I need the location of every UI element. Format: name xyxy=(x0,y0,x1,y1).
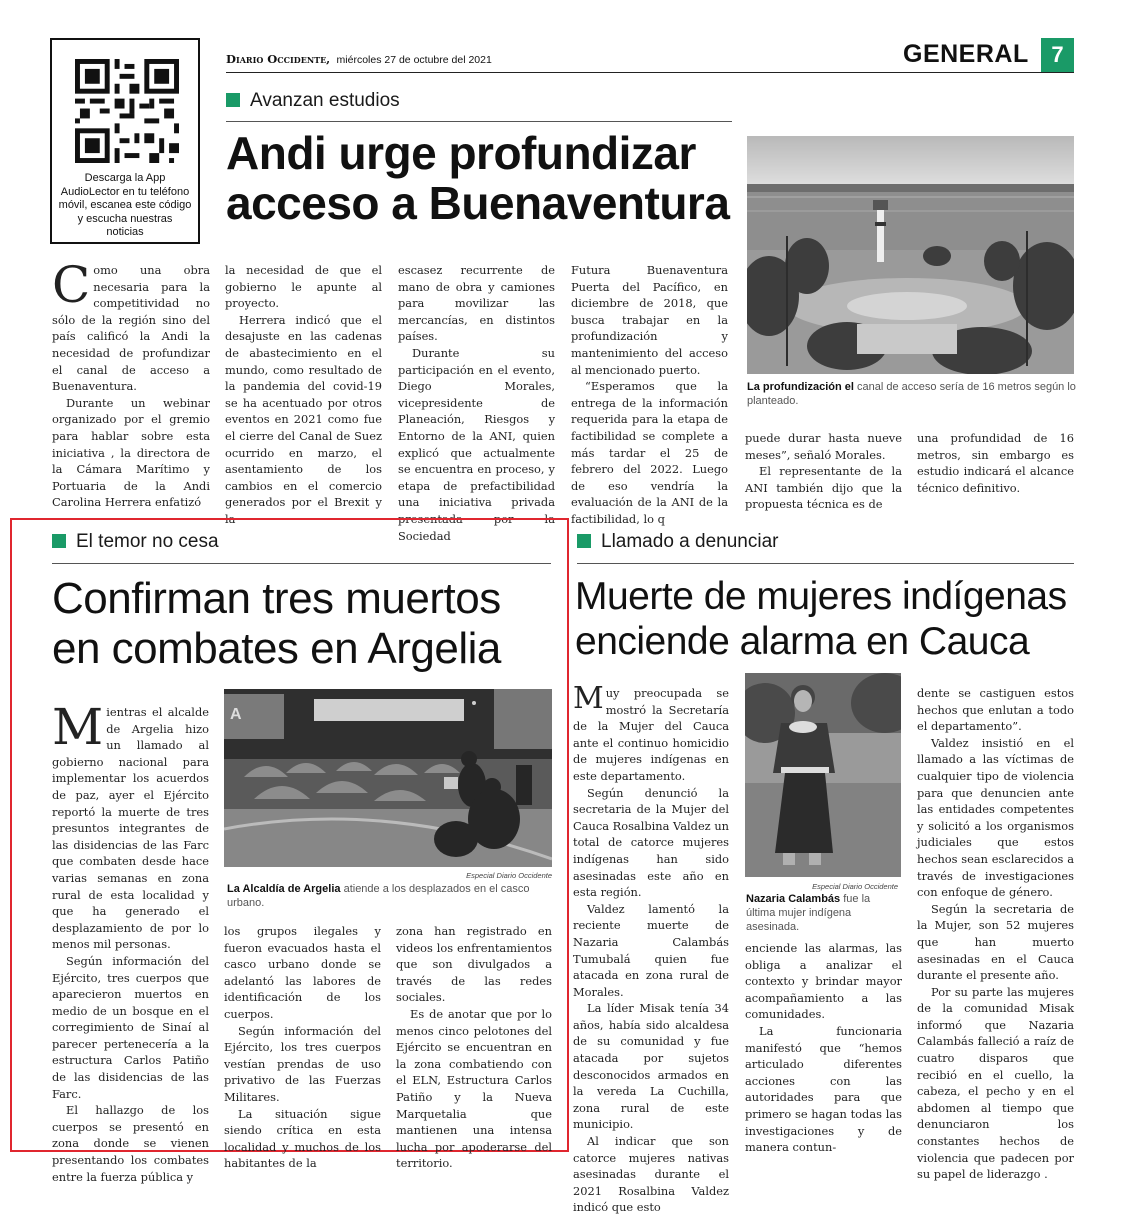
section-name: GENERAL xyxy=(903,40,1029,68)
article1-column-4: Futura Buenaventura Puerta del Pacífico, en diciembre de 2018, que busca trabajar en la profundización y mantenimiento del acceso al mencionado puerto. “Esperamos que la entrega de la información requerida para la etapa de factibilidad se complete a más tardar el 25 de febrero del 2022. Luego de eso vendría la evaluación de la ANI de la factibilidad, lo q xyxy=(571,263,728,526)
argelia-shelter-photo xyxy=(224,689,552,867)
article2-column-2: los grupos ilegales y fueron evacuados hasta el casco urbano donde se adelantó las labores de identificación de los cuerpos. Según información del Ejército, los tres cuerpos vestían prendas de uso privativo de las Fuerzas Militares. La situación sigue siendo crítica en esta localidad y muchos de los habitantes de la xyxy=(224,924,381,1171)
article3-headline: Muerte de mujeres indígenas enciende alarma en Cauca xyxy=(575,575,1067,663)
qr-promo-box xyxy=(50,38,200,244)
article2-column-3: zona han registrado en videos los enfrentamientos que son divulgados a través de las redes sociales. Es de anotar que por lo menos cinco pelotones del Ejército se encuentran en la zona combatiendo con el ELN, Estructura Carlos Patiño y la Nueva Marquetalia que mantienen una intensa lucha por apoderarse del territorio. xyxy=(396,924,552,1171)
article3-column-2: enciende las alarmas, las obliga a analizar el contexto y brindar mayor acompañamiento a las comunidades. La funcionaria manifestó que “hemos articulado diferentes acciones con las autoridades para que primero se hagan todas las investigaciones y de manera contun- xyxy=(745,941,902,1155)
article1-kicker-rule xyxy=(226,121,732,122)
dropcap-letter: C xyxy=(52,256,91,314)
masthead-line xyxy=(226,52,492,66)
page-number: 7 xyxy=(1041,38,1074,73)
kicker-square-icon xyxy=(52,534,66,548)
issue-date: miércoles 27 de octubre del 2021 xyxy=(336,54,492,66)
article1-kicker: Avanzan estudios xyxy=(226,90,400,112)
kicker-square-icon xyxy=(577,534,591,548)
article1-column-3: escasez recurrente de mano de obra y camiones para movilizar las mercancías, en distintos países. Durante su participación en el evento, Diego Morales, vicepresidente de Planeación, Riesgos y Entorno de la ANI, quien explicó que actualmente se encuentra en proceso, y etapa de prefactibilidad una iniciativa privada presentada por la Sociedad xyxy=(398,263,555,543)
article1-column-2: la necesidad de que el gobierno le apunte al proyecto. Herrera indicó que el desajuste en las cadenas de abastecimiento en el mundo, como resultado de la pandemia del covid-19 se ha acentuado por otros eventos en 2021 como fue el cierre del Canal de Suez ocurrido en marzo, el asentamiento de los cambios en el comercio generados por el Brexit y la xyxy=(225,263,382,526)
dropcap-letter: M xyxy=(52,698,104,756)
article2-photo-caption: La Alcaldía de Argelia atiende a los desplazados en el casco urbano. xyxy=(227,883,530,909)
article2-headline: Confirman tres muertos en combates en Argelia xyxy=(52,574,501,673)
header-rule xyxy=(226,72,1074,73)
article1-photo-caption: La profundización el canal de acceso sería de 16 metros según lo planteado. xyxy=(747,381,1076,407)
article3-column-1: Muy preocupada se mostró la Secretaría de la Mujer del Cauca ante el continuo homicidio de mujeres indígenas en este departamento. Según denunció la secretaria de la Mujer del Cauca Rosalbina Valdez un total de catorce mujeres indígenas han sido asesinadas este año en esta región. Valdez lamentó la reciente muerte de Nazaria Calambás Tumubalá quien fue atacada en zona rural de Morales. La líder Misak tenía 34 años, había sido alcaldesa de su comunidad y fue atacada por sujetos desconocidos armados en la vereda La Cuchilla, zona rural de este municipio. Al indicar que son catorce mujeres nativas asesinadas durante el 2021 Rosalbina Valdez indicó que esto xyxy=(573,681,729,1215)
article1-column-6: una profundidad de 16 metros, sin embargo es estudio indicará el alcance técnico definitivo. xyxy=(917,431,1074,495)
article2-photo-credit: Especial Diario Occidente xyxy=(466,871,552,880)
paper-name: Diario Occidente, xyxy=(226,52,331,66)
article2-column-1: Mientras el alcalde de Argelia hizo un llamado al gobierno nacional para implementar los acuerdos de paz, ayer el Ejército reportó la muerte de tres presuntos integrantes de las disidencias de las Farc que combaten desde hace varias semanas en zona rural de esta localidad y que ha generado el desplazamiento de por lo menos mil personas. Según información del Ejército, tres cuerpos que aparecieron muertos en medio de un bosque en el corregimiento de Sinaí al parecer pertenecería a la estructura Carlos Patiño de las disidencias de las Farc. El hallazgo de los cuerpos se presentó en zona donde se vienen presentando los combates entre la fuerza pública y xyxy=(52,698,209,1184)
svg-text:A: A xyxy=(230,706,242,723)
article1-column-5: puede durar hasta nueve meses”, señaló Morales. El representante de la ANI también dijo que la propuesta técnica es de xyxy=(745,431,902,512)
article3-column-3: dente se castiguen estos hechos que enlutan a todo el departamento”. Valdez insistió en el llamado a las víctimas de cualquier tipo de violencia para que denuncien ante las entidades competentes y solicitó a los organismos judiciales que estos hechos sean esclarecidos a través de investigaciones con enfoque de género. Según la secretaria de la Mujer, son 52 mujeres que han muerto asesinadas en el Cauca durante el presente año. Por su parte las mujeres de la comunidad Misak informó que Nazaria Calambás falleció a raíz de cuatro disparos que recibió en el cuello, la cabeza, el pecho y en el abdomen al tiempo que denunciaron los constantes hechos de violencia que padecen por su papel de liderazgo . xyxy=(917,686,1074,1182)
kicker-square-icon xyxy=(226,93,240,107)
buenaventura-harbor-photo xyxy=(747,136,1074,374)
nazaria-portrait-photo xyxy=(745,673,901,877)
qr-code-image xyxy=(75,58,179,164)
article3-kicker-rule xyxy=(577,563,1074,564)
article1-column-1: Como una obra necesaria para la competitividad no sólo de la región sino del país calificó la Andi la necesidad de profundizar el canal de acceso a Buenaventura. Durante un webinar organizado por el gremio para hablar sobre esta iniciativa , la directora de la Cámara Marítimo y Portuaria de la Andi Carolina Herrera enfatizó xyxy=(52,256,210,510)
dropcap-letter: M xyxy=(573,681,604,716)
article1-headline: Andi urge profundizar acceso a Buenaventura xyxy=(226,127,730,229)
article3-photo-credit: Especial Diario Occidente xyxy=(812,882,898,891)
qr-caption: Descarga la App AudioLector en tu teléfono móvil, escanea este código y escucha nuestras noticias xyxy=(58,172,192,238)
article2-kicker-rule xyxy=(52,563,551,564)
article2-kicker: El temor no cesa xyxy=(52,531,219,553)
article3-kicker: Llamado a denunciar xyxy=(577,531,778,553)
article3-photo-caption: Nazaria Calambás fue la última mujer indígena asesinada. xyxy=(746,893,871,933)
